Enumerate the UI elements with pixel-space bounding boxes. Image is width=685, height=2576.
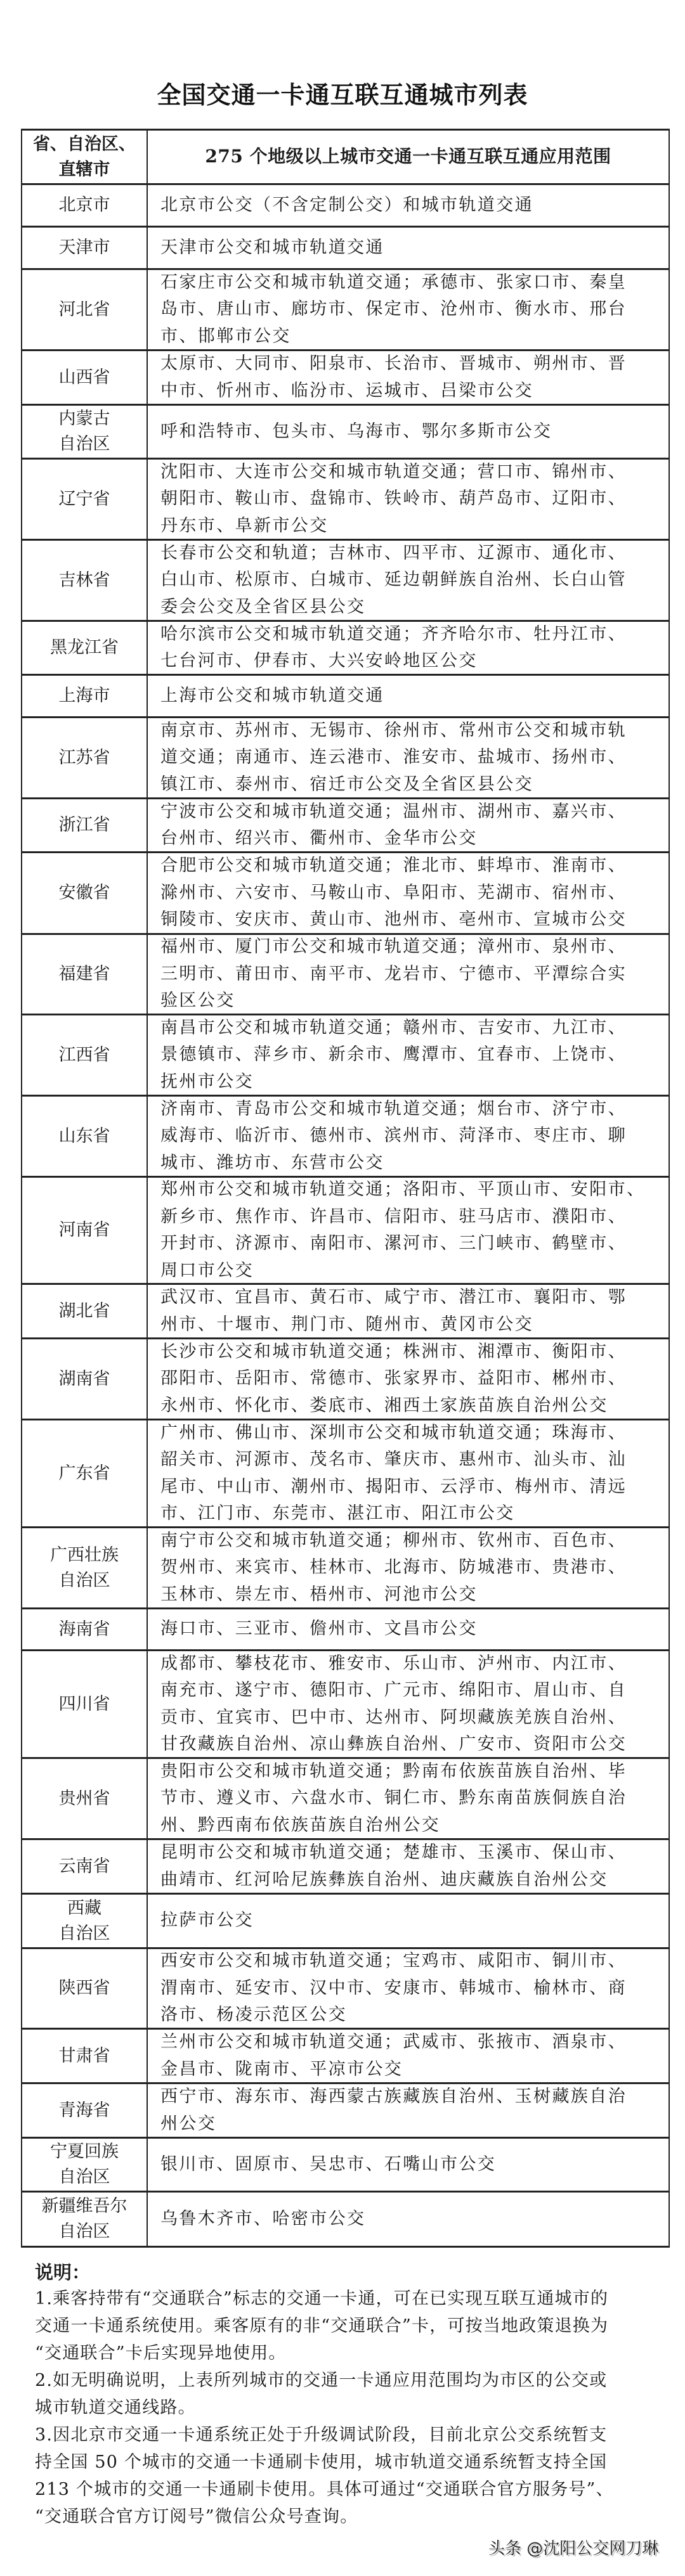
scope-cell [148,718,669,797]
scope-text-line: 开封市、济源市、南阳市、漯河市、三门峡市、鹤壁市、 [160,1233,627,1253]
province-cell [22,1285,148,1337]
scope-text-line: 合肥市公交和城市轨道交通；淮北市、蚌埠市、淮南市、 [160,856,627,876]
province-cell [22,1015,148,1095]
province-name-line: 甘肃省 [58,2045,110,2066]
scope-text-line: 石家庄市公交和城市轨道交通；承德市、张家口市、秦皇 [160,272,627,292]
city-list-table [21,129,670,2248]
note-line: “交通联合”卡后实现异地使用。 [35,2343,287,2363]
table-row [22,228,669,270]
province-name-line: 湖南省 [58,1368,110,1389]
province-cell [22,541,148,620]
scope-text-line: 宁波市公交和城市轨道交通；温州市、湖州市、嘉兴市、 [160,801,627,821]
scope-text-line: 委会公交及全省区县公交 [160,596,366,617]
scope-text-line: 镇江市、泰州市、宿迁市公交及全省区县公交 [160,774,533,794]
scope-text-line: 州公交 [160,2113,217,2134]
scope-text-line: 金昌市、陇南市、平凉市公交 [160,2059,403,2079]
province-cell [22,2193,148,2246]
table-row [22,1285,669,1339]
province-name-line: 山东省 [58,1126,110,1146]
table-row [22,1015,669,1097]
table-row [22,2139,669,2193]
scope-cell [148,1895,669,1947]
table-row [22,718,669,799]
province-name-line: 广西壮族 [50,1545,119,1565]
scope-cell [148,2084,669,2137]
province-name-line: 自治区 [58,434,110,454]
scope-cell [148,935,669,1014]
table-row [22,1339,669,1420]
table-row [22,1097,669,1178]
scope-cell [148,2193,669,2246]
scope-text-line: 市、邯郸市公交 [160,326,291,346]
province-name-line: 浙江省 [58,815,110,835]
scope-text-line: 城市、潍坊市、东营市公交 [160,1152,384,1173]
table-row [22,935,669,1015]
scope-text-line: 昆明市公交和城市轨道交通；楚雄市、玉溪市、保山市、 [160,1843,627,1862]
province-name-line: 江苏省 [58,747,110,768]
province-name-line: 河南省 [58,1220,110,1240]
note-line: 213 个城市的交通一卡通刷卡使用。具体可通过“交通联合官方服务号”、 [35,2480,614,2499]
scope-text-line: 滁州市、六安市、马鞍山市、阜阳市、芜湖市、宿州市、 [160,882,627,903]
table-row [22,1759,669,1840]
table-row [22,1895,669,1949]
scope-cell [148,676,669,716]
table-row [22,622,669,676]
scope-text-line: 贡市、宜宾市、巴中市、达州市、阿坝藏族羌族自治州、 [160,1707,627,1727]
scope-text-line: 景德镇市、萍乡市、新余市、鹰潭市、宜春市、上饶市、 [160,1045,627,1065]
scope-text-line: 新乡市、焦作市、许昌市、信阳市、驻马店市、濮阳市、 [160,1206,627,1227]
scope-text-line: 长沙市公交和城市轨道交通；株洲市、湘潭市、衡阳市、 [160,1341,627,1362]
scope-text-line: 沈阳市、大连市公交和城市轨道交通；营口市、锦州市、 [160,461,627,482]
province-cell [22,1528,148,1607]
scope-cell [148,228,669,268]
province-cell [22,853,148,933]
province-name-line: 天津市 [58,238,110,257]
scope-text-line: 渭南市、延安市、汉中市、安康市、韩城市、榆林市、商 [160,1978,627,1998]
scope-text-line: 兰州市公交和城市轨道交通；武威市、张掖市、酒泉市、 [160,2032,627,2052]
scope-cell [148,1097,669,1176]
province-name-line: 福建省 [58,964,110,984]
province-cell [22,1759,148,1838]
province-cell [22,228,148,268]
province-cell [22,1895,148,1947]
header-scope-text: 275 个地级以上城市交通一卡通互联互通应用范围 [205,146,611,167]
scope-text-line: 郑州市公交和城市轨道交通；洛阳市、平顶山市、安阳市、 [160,1180,646,1199]
province-name-line: 宁夏回族 [50,2142,119,2161]
page-title: 全国交通一卡通互联互通城市列表 [157,80,528,109]
province-cell [22,1097,148,1176]
province-name-line: 湖北省 [58,1301,110,1321]
scope-text-line: 呼和浩特市、包头市、乌海市、鄂尔多斯市公交 [160,421,552,441]
scope-cell [148,1015,669,1095]
scope-text-line: 白山市、松原市、白城市、延边朝鲜族自治州、长白山管 [160,570,627,590]
scope-cell [148,1840,669,1893]
table-row [22,1420,669,1528]
scope-text-line: 北京市公交（不含定制公交）和城市轨道交通 [160,195,533,215]
scope-cell [148,460,669,539]
scope-cell [148,1609,669,1649]
province-name-line: 四川省 [58,1694,110,1714]
scope-text-line: 节市、遵义市、六盘水市、铜仁市、黔东南苗族侗族自治 [160,1788,627,1808]
province-cell [22,676,148,716]
province-name-line: 上海市 [58,686,110,705]
table-row [22,853,669,935]
scope-text-line: 州、黔西南布依族苗族自治州公交 [160,1815,440,1835]
notes-section [35,2260,663,2530]
province-cell [22,799,148,851]
scope-text-line: 周口市公交 [160,1260,254,1280]
scope-text-line: 台州市、绍兴市、衢州市、金华市公交 [160,828,478,848]
scope-text-line: 岛市、唐山市、廊坊市、保定市、沧州市、衡水市、邢台 [160,299,627,319]
province-name-line: 自治区 [58,1570,110,1590]
note-line: 持全国 50 个城市的交通一卡通刷卡使用，城市轨道交通系统暂支持全国 [35,2452,608,2472]
scope-text-line: 抚州市公交 [160,1071,254,1092]
table-row [22,1651,669,1759]
scope-text-line: 州市、十堰市、荆门市、随州市、黄冈市公交 [160,1314,533,1334]
province-name-line: 青海省 [58,2100,110,2120]
province-name-line: 辽宁省 [58,489,110,509]
scope-text-line: 乌鲁木齐市、哈密市公交 [160,2208,366,2229]
scope-cell [148,351,669,404]
scope-text-line: 太原市、大同市、阳泉市、长治市、晋城市、朔州市、晋 [160,354,627,373]
scope-text-line: 济南市、青岛市公交和城市轨道交通；烟台市、济宁市、 [160,1098,627,1119]
province-cell [22,460,148,539]
scope-cell [148,1339,669,1419]
note-line: 1.乘客持带有“交通联合”标志的交通一卡通，可在已实现互联互通城市的 [35,2289,609,2309]
province-name-line: 北京市 [58,195,110,215]
province-cell [22,185,148,226]
scope-text-line: 哈尔滨市公交和城市轨道交通；齐齐哈尔市、牡丹江市、 [160,624,627,644]
scope-text-line: 西宁市、海东市、海西蒙古族藏族自治州、玉树藏族自治 [160,2087,627,2106]
scope-text-line: 拉萨市公交 [160,1910,254,1931]
province-cell [22,1840,148,1893]
province-name-line: 自治区 [58,1923,110,1943]
province-cell [22,1949,148,2028]
scope-text-line: 武汉市、宜昌市、黄石市、咸宁市、潜江市、襄阳市、鄂 [160,1287,627,1307]
header-province-column [22,131,148,183]
scope-cell [148,799,669,851]
scope-text-line: 铜陵市、安庆市、黄山市、池州市、亳州市、宣城市公交 [160,910,627,930]
table-row [22,270,669,351]
scope-text-line: 成都市、攀枝花市、雅安市、乐山市、泸州市、内江市、 [160,1653,627,1673]
table-row [22,799,669,853]
table-row [22,2193,669,2248]
scope-text-line: 海口市、三亚市、儋州市、文昌市公交 [160,1619,478,1639]
scope-cell [148,406,669,458]
scope-text-line: 西安市公交和城市轨道交通；宝鸡市、咸阳市、铜川市、 [160,1951,627,1971]
table-header-row [22,131,669,185]
province-name-line: 江西省 [58,1045,110,1065]
province-name-line: 河北省 [58,299,110,319]
note-line: 城市轨道交通线路。 [35,2398,196,2418]
scope-text-line: 永州市、怀化市、娄底市、湘西土家族苗族自治州公交 [160,1395,608,1415]
scope-text-line: 邵阳市、岳阳市、常德市、张家界市、益阳市、郴州市、 [160,1368,627,1389]
province-cell [22,406,148,458]
province-cell [22,718,148,797]
table-row [22,460,669,541]
province-cell [22,622,148,674]
scope-text-line: 玉林市、崇左市、梧州市、河池市公交 [160,1584,478,1604]
table-row [22,2084,669,2139]
header-province-line: 省、自治区、 [33,134,136,154]
scope-cell [148,2139,669,2191]
table-row [22,351,669,406]
scope-cell [148,541,669,620]
scope-cell [148,1759,669,1838]
scope-text-line: 道交通；南通市、连云港市、淮安市、盐城市、扬州市、 [160,747,627,768]
province-name-line: 海南省 [58,1619,110,1639]
province-name-line: 贵州省 [58,1788,110,1808]
table-body [22,185,669,2248]
scope-text-line: 南昌市公交和城市轨道交通；赣州市、吉安市、九江市、 [160,1017,627,1038]
scope-text-line: 福州市、厦门市公交和城市轨道交通；漳州市、泉州市、 [160,937,627,957]
table-row [22,541,669,622]
scope-text-line: 贺州市、来宾市、桂林市、北海市、防城港市、贵港市、 [160,1557,627,1578]
scope-text-line: 朝阳市、鞍山市、盘锦市、铁岭市、葫芦岛市、辽阳市、 [160,489,627,509]
scope-text-line: 天津市公交和城市轨道交通 [160,237,384,257]
note-line: 交通一卡通系统使用。乘客原有的非“交通联合”卡，可按当地政策退换为 [35,2316,609,2336]
province-name-line: 黑龙江省 [50,638,119,657]
watermark: 头条 @沈阳公交网刀琳 [488,2539,659,2558]
province-name-line: 广东省 [58,1463,110,1483]
scope-text-line: 尾市、中山市、潮州市、揭阳市、云浮市、梅州市、清远 [160,1476,627,1497]
scope-text-line: 广州市、佛山市、深圳市公交和城市轨道交通；珠海市、 [160,1422,627,1443]
scope-text-line: 七台河市、伊春市、大兴安岭地区公交 [160,651,478,671]
scope-cell [148,853,669,933]
scope-text-line: 甘孜藏族自治州、凉山彝族自治州、广安市、资阳市公交 [160,1734,627,1754]
scope-text-line: 丹东市、阜新市公交 [160,515,329,536]
scope-text-line: 验区公交 [160,991,235,1011]
province-cell [22,270,148,349]
scope-cell [148,1651,669,1757]
scope-cell [148,1949,669,2028]
table-row [22,1528,669,1609]
scope-text-line: 威海市、临沂市、德州市、滨州市、菏泽市、枣庄市、聊 [160,1126,627,1146]
scope-cell [148,2030,669,2082]
scope-cell [148,270,669,349]
table-row [22,406,669,460]
header-province-line: 直辖市 [58,159,110,179]
province-cell [22,1651,148,1757]
scope-text-line: 银川市、固原市、吴忠市、石嘴山市公交 [160,2154,497,2174]
province-cell [22,351,148,404]
scope-text-line: 长春市公交和轨道；吉林市、四平市、辽源市、通化市、 [160,543,627,563]
province-cell [22,1178,148,1283]
scope-cell [148,1285,669,1337]
province-cell [22,2139,148,2191]
province-name-line: 安徽省 [58,883,110,903]
scope-text-line: 南充市、遂宁市、德阳市、广元市、绵阳市、眉山市、自 [160,1680,627,1700]
province-cell [22,2084,148,2137]
scope-text-line: 上海市公交和城市轨道交通 [160,685,384,705]
scope-text-line: 南宁市公交和城市轨道交通；柳州市、钦州市、百色市、 [160,1530,627,1550]
province-name-line: 自治区 [58,2222,110,2241]
scope-text-line: 曲靖市、红河哈尼族彝族自治州、迪庆藏族自治州公交 [160,1869,608,1890]
province-name-line: 新疆维吾尔 [41,2196,127,2216]
scope-cell [148,1178,669,1283]
table-row [22,1178,669,1285]
province-cell [22,935,148,1014]
province-cell [22,2030,148,2082]
header-scope-column [148,131,669,183]
table-row [22,1949,669,2030]
province-name-line: 吉林省 [58,570,110,590]
table-row [22,185,669,228]
province-name-line: 自治区 [58,2167,110,2187]
note-line: 2.如无明确说明，上表所列城市的交通一卡通应用范围均为市区的公交或 [35,2371,608,2390]
scope-text-line: 韶关市、河源市、茂名市、肇庆市、惠州市、汕头市、汕 [160,1450,627,1469]
scope-text-line: 贵阳市公交和城市轨道交通；黔南布依族苗族自治州、毕 [160,1761,627,1781]
notes-body [35,2285,663,2530]
scope-text-line: 南京市、苏州市、无锡市、徐州市、常州市公交和城市轨 [160,720,627,740]
province-name-line: 内蒙古 [58,409,110,428]
province-name-line: 云南省 [58,1856,110,1876]
scope-cell [148,622,669,674]
notes-heading: 说明： [35,2262,91,2283]
province-name-line: 山西省 [58,367,110,387]
scope-text-line: 中市、忻州市、临汾市、运城市、吕梁市公交 [160,380,533,401]
note-line: “交通联合官方订阅号”微信公众号查询。 [35,2507,358,2527]
scope-text-line: 市、江门市、东莞市、湛江市、阳江市公交 [160,1504,515,1523]
scope-cell [148,1528,669,1607]
scope-text-line: 洛市、杨凌示范区公交 [160,2005,347,2025]
scope-cell [148,1420,669,1526]
province-cell [22,1609,148,1649]
scope-cell [148,185,669,226]
note-line: 3.因北京市交通一卡通系统正处于升级调试阶段，目前北京公交系统暂支 [35,2425,608,2445]
table-row [22,2030,669,2084]
table-row [22,1840,669,1895]
table-row [22,676,669,718]
province-cell [22,1420,148,1526]
province-cell [22,1339,148,1419]
scope-text-line: 三明市、莆田市、南平市、龙岩市、宁德市、平潭综合实 [160,963,627,984]
table-row [22,1609,669,1651]
province-name-line: 西藏 [67,1898,101,1918]
province-name-line: 陕西省 [58,1978,110,1998]
